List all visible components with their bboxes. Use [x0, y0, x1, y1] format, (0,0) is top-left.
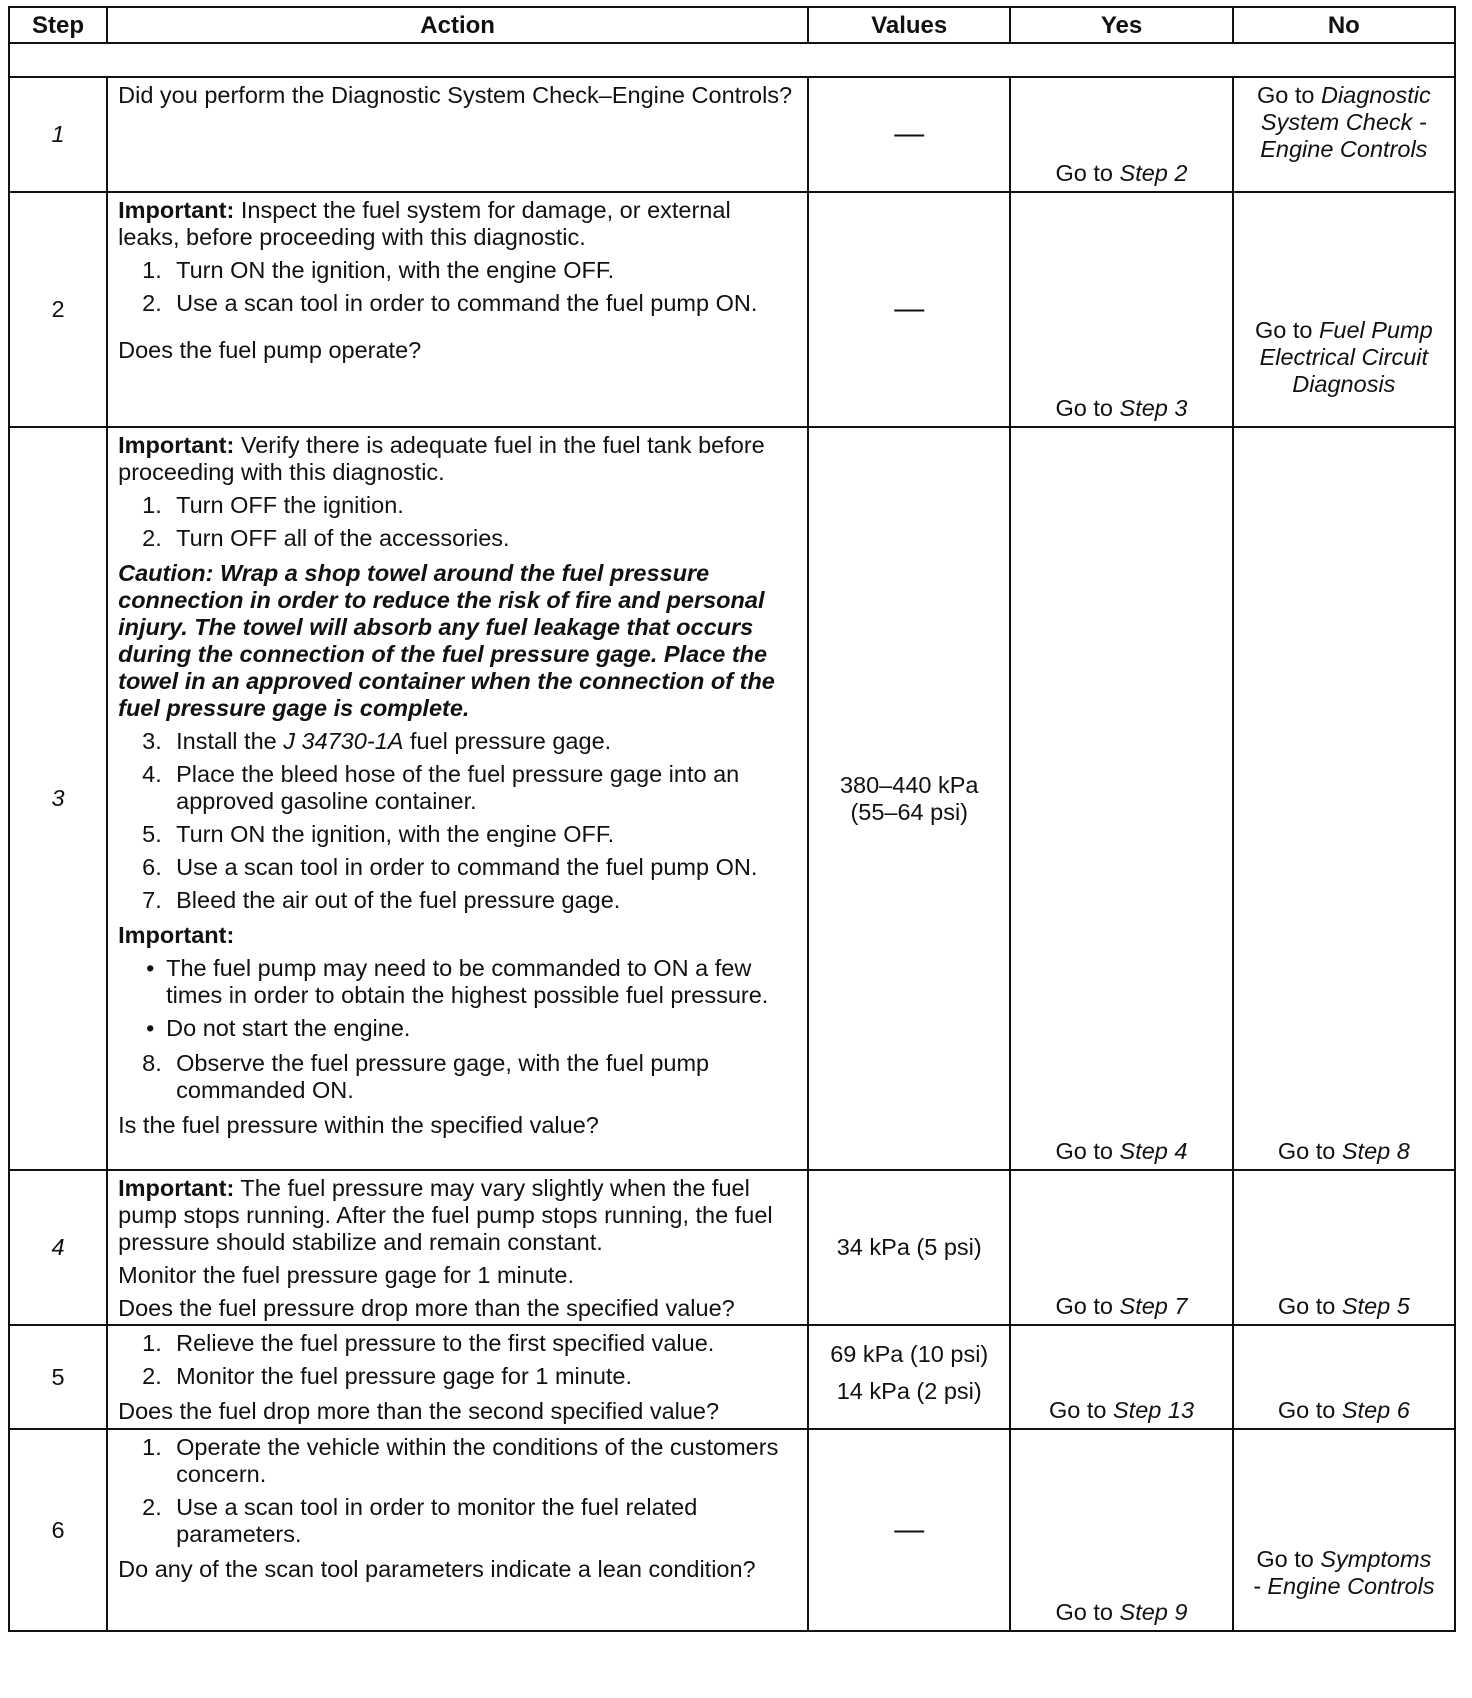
yes-link[interactable]: Step 4	[1119, 1138, 1188, 1164]
list-item: 1. Turn OFF the ignition.	[142, 492, 404, 518]
important-label: Important:	[118, 432, 235, 458]
step-number: 4	[51, 1234, 65, 1260]
spacer-row	[9, 43, 1455, 77]
values-cell: 380–440 kPa (55–64 psi)	[808, 427, 1010, 1170]
values-cell: 34 kPa (5 psi)	[808, 1170, 1010, 1325]
table-row	[9, 1429, 1455, 1631]
header-row	[9, 7, 1455, 43]
no-link[interactable]: Step 5	[1341, 1293, 1410, 1319]
list-item: 5. Turn ON the ignition, with the engine OFF.	[142, 821, 615, 847]
yes-cell: Go to Step 3	[1010, 192, 1232, 427]
no-cell: Go to Fuel Pump Electrical Circuit Diagnosis	[1233, 192, 1455, 427]
header-yes: Yes	[1010, 7, 1232, 43]
no-link[interactable]: Symptoms	[1320, 1546, 1432, 1572]
header-no: No	[1233, 7, 1455, 43]
step-number: 3	[51, 785, 65, 811]
list-item: 1. Relieve the fuel pressure to the first specified value.	[142, 1330, 715, 1356]
list-item: 3. Install the J 34730-1A fuel pressure gage.	[142, 728, 612, 754]
question: Is the fuel pressure within the specified value?	[118, 1112, 599, 1138]
yes-cell: Go to Step 7	[1010, 1170, 1232, 1325]
action-cell	[107, 77, 808, 192]
step-number: 5	[51, 1363, 65, 1390]
caution-text: Caution: Wrap a shop towel around the fuel pressure connection in order to reduce the risk of fire and personal injury. The towel will absorb any fuel leakage that occurs during the connection of the fuel pressure gage. Place the towel in an approved container when the connection of the fuel pressure gage is complete.	[118, 560, 775, 721]
step-number: 2	[51, 296, 65, 322]
action-cell: Important: Verify there is adequate fuel in the fuel tank before proceeding with this diagnostic. 1. Turn OFF the ignition. 2. Turn OFF all of the accessories. Caution: Wrap a shop towel around the fuel pressure connection in order to reduce the risk of fire and personal injury. The towel will absorb any fuel leakage that occurs during the connection of the fuel pressure gage. Place the towel in an approved container when the connection of the fuel pressure gage is complete. 3. Install the J 34730-1A fuel pressure gage. 4. Place the bleed hose of the fuel pressure gage into an approved gasoline container. 5. Turn ON the ignition, with the engine OFF. 6. Use a scan tool in order to command the fuel pump ON. 7. Bleed the air out of the fuel pressure gage. Important: • The fuel pump may need to be commanded to ON a few times in order to obtain the highest possible fuel pressure. • Do not start the engine. 8. Observe the fuel pressure gage, with the fuel pump commanded ON. Is the fuel pressure within the specified value?	[107, 427, 808, 1170]
action-cell: Important: The fuel pressure may vary slightly when the fuel pump stops running. After the fuel pump stops running, the fuel pressure should stabilize and remain constant. Monitor the fuel pressure gage for 1 minute. Does the fuel pressure drop more than the specified value?	[107, 1170, 808, 1325]
question: Does the fuel pressure drop more than the specified value?	[118, 1295, 735, 1321]
list-item: 2. Monitor the fuel pressure gage for 1 minute.	[142, 1363, 633, 1389]
list-item: 2. Use a scan tool in order to monitor the fuel related parameters.	[142, 1494, 698, 1547]
yes-cell: Go to Step 4	[1010, 427, 1232, 1170]
list-item: 6. Use a scan tool in order to command the fuel pump ON.	[142, 854, 758, 880]
no-cell: Go to Step 6	[1233, 1325, 1455, 1429]
action-cell	[107, 1429, 808, 1631]
header-action: Action	[107, 7, 808, 43]
table-row	[9, 1325, 1455, 1429]
list-item: 4. Place the bleed hose of the fuel pressure gage into an approved gasoline container.	[142, 761, 740, 814]
yes-cell: Go to Step 13	[1010, 1325, 1232, 1429]
no-link[interactable]: Step 8	[1341, 1138, 1410, 1164]
list-item: • The fuel pump may need to be commanded to ON a few times in order to obtain the highest possible fuel pressure.	[146, 955, 769, 1008]
list-item: 8. Observe the fuel pressure gage, with the fuel pump commanded ON.	[142, 1050, 710, 1103]
diagnostic-table	[8, 6, 1456, 1632]
no-cell: Go to Step 5	[1233, 1170, 1455, 1325]
table-row	[9, 77, 1455, 192]
yes-cell: Go to Step 9	[1010, 1429, 1232, 1631]
question: Does the fuel drop more than the second specified value?	[118, 1398, 720, 1424]
important-label: Important:	[118, 1175, 235, 1201]
list-item: 7. Bleed the air out of the fuel pressure gage.	[142, 887, 621, 913]
action-cell: Important: Inspect the fuel system for damage, or external leaks, before proceeding with this diagnostic. 1. Turn ON the ignition, with the engine OFF. 2. Use a scan tool in order to command the fuel pump ON. Does the fuel pump operate?	[107, 192, 808, 427]
values-cell: —	[808, 192, 1010, 427]
list-item: 2. Use a scan tool in order to command the fuel pump ON.	[142, 290, 758, 316]
yes-link[interactable]: Step 7	[1119, 1293, 1188, 1319]
no-link[interactable]: Step 6	[1341, 1397, 1410, 1423]
list-item: 2. Turn OFF all of the accessories.	[142, 525, 510, 551]
list-item: 1. Turn ON the ignition, with the engine OFF.	[142, 257, 615, 283]
values-cell: 69 kPa (10 psi) 14 kPa (2 psi)	[808, 1325, 1010, 1429]
step-number: 6	[51, 1516, 65, 1543]
yes-link[interactable]: Step 2	[1119, 160, 1188, 186]
table-row	[9, 427, 1455, 1170]
step-number: 1	[51, 121, 65, 147]
header-step: Step	[9, 7, 107, 43]
important-label: Important:	[118, 922, 235, 948]
values-cell: —	[808, 77, 1010, 192]
table-row	[9, 192, 1455, 427]
no-cell: Go to Symptoms - Engine Controls	[1233, 1429, 1455, 1631]
yes-link[interactable]: Step 9	[1119, 1599, 1188, 1625]
tool-ref: J 34730-1A	[283, 728, 404, 754]
question: Did you perform the Diagnostic System Check–Engine Controls?	[118, 82, 793, 108]
no-cell: Go to Step 8	[1233, 427, 1455, 1170]
question: Does the fuel pump operate?	[118, 337, 422, 363]
values-cell: —	[808, 1429, 1010, 1631]
action-cell	[107, 1325, 808, 1429]
no-link[interactable]: Fuel Pump	[1319, 317, 1433, 343]
no-link[interactable]: Diagnostic	[1320, 82, 1431, 108]
important-label: Important:	[118, 197, 235, 223]
header-values: Values	[808, 7, 1010, 43]
no-cell: Go to Diagnostic System Check - Engine Controls	[1233, 77, 1455, 192]
table-row	[9, 1170, 1455, 1325]
list-item: 1. Operate the vehicle within the conditions of the customers concern.	[142, 1434, 779, 1487]
yes-cell: Go to Step 2	[1010, 77, 1232, 192]
list-item: • Do not start the engine.	[146, 1015, 411, 1041]
yes-link[interactable]: Step 3	[1119, 395, 1188, 421]
question: Do any of the scan tool parameters indicate a lean condition?	[118, 1556, 756, 1582]
yes-link[interactable]: Step 13	[1113, 1397, 1195, 1423]
